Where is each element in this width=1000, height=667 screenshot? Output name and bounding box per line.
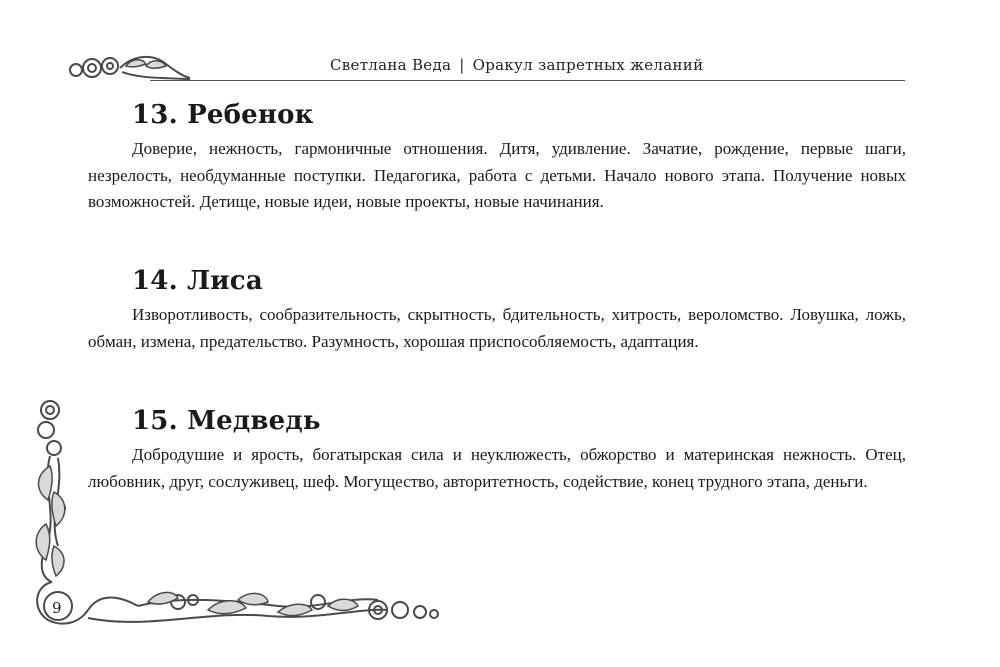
section-text: Изворотливость, сообразительность, скрытность, бдительность, хитрость, вероломство. Ловушка, ложь, обман, измена, предательство. Разумность, хорошая приспособляемость, адаптация. bbox=[88, 305, 906, 351]
section-number: 13. bbox=[132, 100, 178, 130]
running-head bbox=[330, 56, 703, 74]
section-title: Лиса bbox=[187, 266, 263, 296]
section-heading bbox=[132, 100, 906, 130]
section-number: 14. bbox=[132, 266, 178, 296]
section-title: Ребенок bbox=[187, 100, 314, 130]
corner-ornament bbox=[28, 396, 448, 646]
header-book-title: Оракул запретных желаний bbox=[472, 56, 704, 74]
section-title: Медведь bbox=[187, 406, 321, 436]
header-separator: | bbox=[459, 56, 465, 74]
header-author: Светлана Веда bbox=[330, 56, 452, 74]
header-ornament bbox=[62, 48, 192, 88]
section-text: Доверие, нежность, гармоничные отношения. Дитя, удивление. Зачатие, рождение, первые шаги, незрелость, необдуманные поступки. Педагогика, работа с детьми. Начало нового этапа. Получение новых возможностей. Детище, новые идеи, новые проекты, новые начинания. bbox=[88, 139, 906, 211]
section-13 bbox=[88, 100, 906, 216]
section-text: Добродушие и ярость, богатырская сила и неуклюжесть, обжорство и материнская нежность. Отец, любовник, друг, сослуживец, шеф. Могущество, авторитетность, содействие, конец трудного этапа, деньги. bbox=[88, 445, 906, 491]
header-rule bbox=[150, 80, 905, 81]
page-number: 9 bbox=[52, 599, 62, 617]
section-number: 15. bbox=[132, 406, 178, 436]
section-heading bbox=[132, 266, 906, 296]
section-14 bbox=[88, 266, 906, 355]
